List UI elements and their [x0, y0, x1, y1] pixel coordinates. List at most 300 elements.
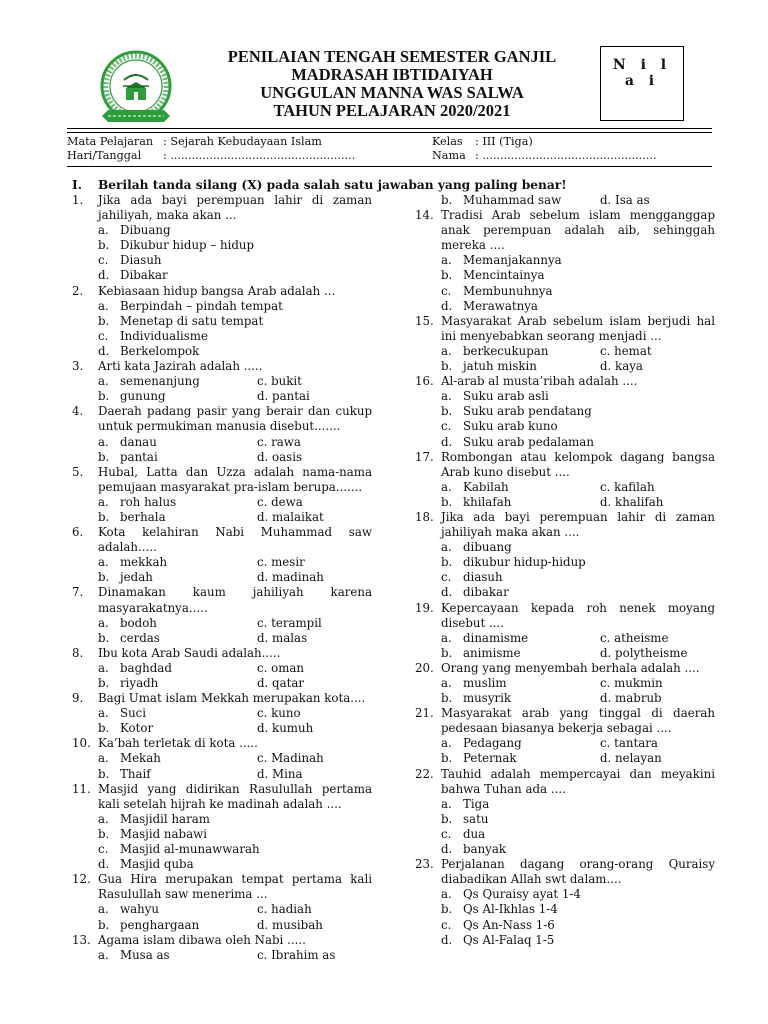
option-text: Muhammad saw	[463, 193, 562, 207]
answer-options	[441, 389, 715, 449]
question-item	[415, 601, 715, 661]
answer-option[interactable]	[235, 435, 372, 450]
option-text: c. mukmin	[600, 676, 663, 690]
option-letter	[578, 344, 600, 359]
answer-option[interactable]	[235, 676, 372, 691]
question	[72, 465, 372, 495]
option-text: diasuh	[463, 570, 503, 585]
option-letter: c.	[441, 826, 452, 841]
option-text: semenanjung	[120, 374, 200, 389]
option-letter: b.	[441, 751, 453, 766]
option-text: dua	[463, 826, 486, 841]
question-item	[72, 525, 372, 585]
answer-option[interactable]	[98, 450, 235, 465]
answer-option[interactable]	[235, 631, 372, 646]
question-item	[72, 193, 372, 284]
question-item	[72, 691, 372, 736]
option-text: animisme	[463, 645, 521, 660]
option-text: dikubur hidup-hidup	[463, 555, 586, 570]
question-number: 22.	[415, 766, 434, 781]
answer-option[interactable]	[578, 736, 715, 751]
option-text: Suku arab kuno	[463, 419, 558, 434]
answer-option[interactable]	[441, 646, 578, 661]
question-number: 15.	[415, 313, 434, 328]
answer-option[interactable]	[98, 948, 235, 963]
option-letter: b.	[441, 359, 453, 374]
answer-option[interactable]	[98, 510, 235, 525]
answer-option[interactable]	[441, 676, 578, 691]
question-text: Tauhid adalah mempercayai dan meyakini bahwa Tuhan ada ....	[441, 766, 715, 796]
school-logo	[90, 46, 182, 138]
question-text: Orang yang menyembah berhala adalah ....	[441, 660, 700, 675]
answer-option[interactable]	[235, 555, 372, 570]
instruction-text: Berilah tanda silang (X) pada salah satu jawaban yang paling benar!	[98, 178, 567, 192]
option-letter	[578, 676, 600, 691]
answer-option[interactable]	[235, 948, 372, 963]
option-letter: a.	[441, 676, 452, 690]
option-text: Memanjakannya	[463, 253, 562, 268]
answer-option[interactable]	[441, 797, 715, 812]
answer-options	[441, 480, 715, 510]
option-text: Pedagang	[463, 736, 522, 751]
option-letter	[578, 480, 600, 495]
option-letter: b.	[441, 404, 453, 419]
option-letter: a.	[441, 796, 452, 811]
option-letter	[235, 631, 257, 646]
question-item	[72, 646, 372, 691]
answer-option[interactable]	[578, 691, 715, 706]
option-text: Merawatnya	[463, 298, 538, 313]
option-letter: d.	[98, 857, 110, 872]
option-letter	[235, 389, 257, 404]
answer-option[interactable]	[235, 661, 372, 676]
question-text: Masyarakat arab yang tinggal di daerah pedesaan biasanya bekerja sebagai ....	[441, 706, 715, 736]
answer-option[interactable]	[441, 812, 715, 827]
question-text: Jika ada bayi perempuan lahir di zaman jahiliyah, maka akan ...	[98, 193, 372, 223]
class-label: Kelas	[432, 135, 463, 148]
answer-option[interactable]	[235, 389, 372, 404]
question-text: Rombongan atau kelompok dagang bangsa Arab kuno disebut ....	[441, 449, 715, 479]
answer-option[interactable]	[441, 193, 578, 208]
answer-options	[441, 540, 715, 600]
question-number: 4.	[72, 404, 84, 419]
question	[415, 374, 715, 389]
answer-option[interactable]	[98, 631, 235, 646]
answer-option[interactable]	[98, 299, 372, 314]
option-text: jatuh miskin	[463, 359, 537, 374]
question-text: Agama islam dibawa oleh Nabi .....	[98, 932, 306, 947]
option-letter	[235, 450, 257, 465]
option-letter: a.	[98, 706, 109, 721]
answer-option[interactable]	[578, 480, 715, 495]
answer-option[interactable]	[441, 495, 578, 510]
answer-option[interactable]	[441, 268, 715, 283]
answer-option[interactable]	[98, 767, 235, 782]
answer-options	[441, 797, 715, 857]
option-letter: c.	[441, 917, 452, 932]
answer-option[interactable]	[98, 570, 235, 585]
answer-option[interactable]	[98, 918, 235, 933]
answer-options	[441, 253, 715, 313]
option-letter	[578, 495, 600, 510]
option-text: Qs Al-Falaq 1-5	[463, 932, 555, 947]
answer-option[interactable]	[441, 419, 715, 434]
option-letter: b.	[98, 509, 110, 524]
answer-options	[441, 631, 715, 661]
answer-option[interactable]	[98, 751, 235, 766]
question-text: Ibu kota Arab Saudi adalah.....	[98, 645, 281, 660]
option-letter: b.	[441, 902, 453, 917]
answer-option[interactable]	[441, 555, 715, 570]
answer-option[interactable]	[98, 389, 235, 404]
question-text: Arti kata Jazirah adalah .....	[98, 359, 263, 374]
answer-option[interactable]	[441, 404, 715, 419]
option-letter: a.	[441, 736, 452, 751]
header-divider-top	[67, 128, 712, 129]
answer-option[interactable]	[98, 253, 372, 268]
answer-option[interactable]	[441, 570, 715, 585]
option-letter: a.	[98, 660, 109, 675]
option-text: d. qatar	[257, 676, 305, 690]
answer-option[interactable]	[98, 812, 372, 827]
answer-options	[98, 435, 372, 465]
answer-option[interactable]	[235, 450, 372, 465]
answer-option[interactable]	[235, 495, 372, 510]
option-text: c. rawa	[257, 434, 301, 449]
answer-option[interactable]	[98, 616, 235, 631]
option-letter: a.	[98, 615, 109, 630]
question-item	[415, 661, 715, 706]
answer-option[interactable]	[578, 676, 715, 691]
option-text: c. Madinah	[257, 751, 324, 766]
answer-option[interactable]	[441, 480, 578, 495]
question-text: Ka’bah terletak di kota .....	[98, 736, 258, 751]
answer-option[interactable]	[98, 223, 372, 238]
option-letter: b.	[441, 193, 453, 207]
option-letter	[235, 902, 257, 917]
question-text: Masjid yang didirikan Rasulullah pertama kali setelah hijrah ke madinah adalah ....	[98, 781, 372, 811]
question-text: Dinamakan kaum jahiliyah karena masyarakatnya.....	[98, 585, 372, 615]
answer-options	[98, 812, 372, 872]
answer-option[interactable]	[98, 344, 372, 359]
answer-option[interactable]	[235, 721, 372, 736]
option-text: musyrik	[463, 691, 512, 706]
answer-option[interactable]	[441, 933, 715, 948]
option-letter: b.	[98, 676, 110, 690]
answer-option[interactable]	[235, 374, 372, 389]
answer-option[interactable]	[98, 676, 235, 691]
answer-option[interactable]	[441, 918, 715, 933]
answer-option[interactable]	[235, 902, 372, 917]
question-text: Bagi Umat islam Mekkah merupakan kota....	[98, 691, 366, 706]
question-item	[415, 510, 715, 601]
option-letter: d.	[441, 434, 453, 449]
answer-option[interactable]	[441, 751, 578, 766]
option-text: muslim	[463, 676, 507, 690]
option-text: Thaif	[120, 766, 151, 781]
answer-option[interactable]	[98, 495, 235, 510]
answer-option[interactable]	[98, 706, 235, 721]
option-text: c. kafilah	[600, 479, 655, 494]
option-letter: a.	[98, 298, 109, 313]
answer-option[interactable]	[578, 359, 715, 374]
answer-options	[441, 887, 715, 947]
question-item	[72, 284, 372, 359]
name-field[interactable]: : .................................................	[475, 149, 657, 162]
option-letter	[578, 631, 600, 646]
answer-option[interactable]	[578, 495, 715, 510]
option-letter: a.	[441, 479, 452, 494]
option-text: Peternak	[463, 751, 517, 766]
option-text: d. polytheisme	[600, 645, 688, 660]
option-text: Qs An-Nass 1-6	[463, 917, 555, 932]
section-number: I.	[72, 178, 82, 192]
answer-option[interactable]	[235, 616, 372, 631]
question-number: 5.	[72, 464, 84, 479]
answer-option[interactable]	[578, 751, 715, 766]
option-text: c. bukit	[257, 374, 302, 389]
answer-option[interactable]	[235, 918, 372, 933]
answer-option[interactable]	[441, 389, 715, 404]
answer-options	[98, 706, 372, 736]
option-text: Qs Al-Ikhlas 1-4	[463, 902, 558, 917]
option-letter: a.	[98, 902, 109, 917]
option-letter: b.	[98, 389, 110, 404]
answer-option[interactable]	[235, 510, 372, 525]
answer-option[interactable]	[441, 284, 715, 299]
option-text: dibakar	[463, 585, 509, 600]
option-letter	[235, 616, 257, 631]
question	[415, 601, 715, 631]
answer-option[interactable]	[98, 314, 372, 329]
question-item	[415, 314, 715, 374]
option-text: danau	[120, 434, 157, 449]
answer-options	[98, 751, 372, 781]
answer-option[interactable]	[441, 359, 578, 374]
question-text: Masyarakat Arab sebelum islam berjudi hal ini menyebabkan seorang menjadi ...	[441, 313, 715, 343]
question-number: 14.	[415, 208, 434, 223]
question-number: 11.	[72, 781, 91, 796]
option-letter: a.	[98, 374, 109, 389]
answer-option[interactable]	[441, 887, 715, 902]
option-letter: c.	[441, 570, 452, 585]
answer-option[interactable]	[578, 646, 715, 661]
question-text: Kota kelahiran Nabi Muhammad saw adalah.....	[98, 525, 372, 555]
option-text: Masjid nabawi	[120, 826, 207, 841]
option-text: Dibuang	[120, 223, 171, 238]
answer-options	[98, 661, 372, 691]
option-text: d. oasis	[257, 449, 303, 464]
option-text: Masjidil haram	[120, 811, 210, 826]
class-value: : III (Tiga)	[475, 135, 533, 148]
option-letter	[235, 676, 257, 691]
question	[415, 450, 715, 480]
answer-option[interactable]	[441, 540, 715, 555]
option-letter: b.	[98, 570, 110, 585]
option-letter	[578, 736, 600, 751]
option-letter: b.	[98, 238, 110, 253]
answer-options	[98, 299, 372, 359]
option-letter: b.	[98, 766, 110, 781]
option-letter	[235, 706, 257, 721]
option-text: c. hemat	[600, 343, 652, 358]
option-text: Musa as	[120, 947, 170, 962]
option-text: Tiga	[463, 796, 490, 811]
answer-options	[441, 676, 715, 706]
answer-option[interactable]	[98, 661, 235, 676]
option-text: d. madinah	[257, 570, 324, 585]
answer-option[interactable]	[441, 827, 715, 842]
info-divider	[67, 166, 712, 167]
option-letter: b.	[441, 494, 453, 509]
option-letter	[578, 646, 600, 661]
answer-option[interactable]	[441, 691, 578, 706]
question-item	[72, 465, 372, 525]
option-letter: d.	[98, 343, 110, 358]
option-letter: a.	[441, 343, 452, 358]
option-text: d. khalifah	[600, 494, 664, 509]
option-letter: a.	[98, 555, 109, 570]
answer-option[interactable]	[441, 435, 715, 450]
option-text: dinamisme	[463, 630, 529, 645]
option-letter	[235, 555, 257, 570]
answer-option[interactable]	[441, 902, 715, 917]
answer-option[interactable]	[235, 751, 372, 766]
answer-option[interactable]	[578, 631, 715, 646]
option-letter: a.	[441, 630, 452, 645]
answer-option[interactable]	[98, 435, 235, 450]
option-letter: b.	[98, 630, 110, 645]
option-text: Kotor	[120, 721, 154, 736]
option-text: Mekah	[120, 751, 161, 766]
option-letter	[235, 570, 257, 585]
answer-option[interactable]	[98, 857, 372, 872]
option-text: Menetap di satu tempat	[120, 313, 264, 328]
questions-right-column	[415, 193, 715, 948]
option-letter: a.	[98, 751, 109, 766]
option-text: c. tantara	[600, 736, 658, 751]
question-text: Hubal, Latta dan Uzza adalah nama-nama pemujaan masyarakat pra-islam berupa.......	[98, 464, 372, 494]
question-item	[72, 359, 372, 404]
question	[415, 706, 715, 736]
option-text: d. musibah	[257, 917, 323, 932]
option-letter: b.	[98, 917, 110, 932]
question-number: 10.	[72, 736, 91, 751]
answer-option[interactable]	[441, 736, 578, 751]
option-letter	[235, 948, 257, 963]
question-text: Al-arab al musta’ribah adalah ....	[441, 374, 638, 389]
option-text: c. terampil	[257, 615, 322, 630]
question	[72, 193, 372, 223]
answer-option[interactable]	[441, 299, 715, 314]
answer-option[interactable]	[441, 842, 715, 857]
option-text: riyadh	[120, 676, 159, 690]
answer-option[interactable]	[441, 631, 578, 646]
option-letter	[235, 374, 257, 389]
option-letter: a.	[98, 494, 109, 509]
answer-option[interactable]	[98, 721, 235, 736]
question	[72, 691, 372, 706]
question	[72, 359, 372, 374]
question	[415, 510, 715, 540]
question-item	[72, 585, 372, 645]
date-field[interactable]: : ....................................................	[163, 149, 356, 162]
question-item	[72, 782, 372, 873]
question-number: 7.	[72, 585, 84, 600]
option-letter	[235, 510, 257, 525]
option-letter	[235, 918, 257, 933]
question	[72, 872, 372, 902]
option-text: c. kuno	[257, 706, 301, 721]
answer-option[interactable]	[441, 253, 715, 268]
answer-option[interactable]	[98, 329, 372, 344]
answer-option[interactable]	[441, 585, 715, 600]
question-number: 20.	[415, 660, 434, 675]
answer-option[interactable]	[98, 238, 372, 253]
option-text: roh halus	[120, 494, 177, 509]
answer-option[interactable]	[235, 706, 372, 721]
name-label: Nama	[432, 149, 466, 162]
option-text: d. malaikat	[257, 509, 324, 524]
option-text: mekkah	[120, 555, 168, 570]
question-text: Kebiasaan hidup bangsa Arab adalah ...	[98, 283, 336, 298]
question-text: Daerah padang pasir yang berair dan cukup untuk permukiman manusia disebut.......	[98, 404, 372, 434]
score-box[interactable]	[600, 46, 684, 121]
option-text: d. malas	[257, 630, 308, 645]
answer-option[interactable]	[578, 344, 715, 359]
answer-option[interactable]	[578, 193, 715, 208]
option-letter	[235, 661, 257, 676]
option-text: Membunuhnya	[463, 283, 553, 298]
option-text: d. pantai	[257, 389, 310, 404]
option-text: Suku arab asli	[463, 389, 549, 404]
option-letter: a.	[98, 434, 109, 449]
option-letter: b.	[98, 449, 110, 464]
question-item	[72, 933, 372, 963]
option-letter: a.	[441, 540, 452, 555]
answer-option[interactable]	[98, 827, 372, 842]
answer-option[interactable]	[441, 344, 578, 359]
answer-option[interactable]	[98, 842, 372, 857]
subject-value: : Sejarah Kebudayaan Islam	[163, 135, 322, 148]
answer-option[interactable]	[98, 374, 235, 389]
answer-options	[98, 555, 372, 585]
option-letter	[578, 193, 600, 208]
question-number: 21.	[415, 706, 434, 721]
question	[415, 208, 715, 253]
option-text: gunung	[120, 389, 166, 404]
option-text: Individualisme	[120, 328, 208, 343]
option-text: c. oman	[257, 660, 305, 675]
answer-option[interactable]	[235, 570, 372, 585]
question	[72, 284, 372, 299]
answer-option[interactable]	[98, 902, 235, 917]
option-text: jedah	[120, 570, 153, 585]
answer-option[interactable]	[98, 268, 372, 283]
option-text: d. mabrub	[600, 691, 662, 706]
option-letter: a.	[98, 811, 109, 826]
option-letter	[235, 751, 257, 766]
option-letter	[235, 495, 257, 510]
answer-option[interactable]	[235, 767, 372, 782]
exam-header	[190, 48, 594, 120]
option-text: c. atheisme	[600, 630, 669, 645]
option-letter: a.	[98, 223, 109, 238]
question-item	[72, 736, 372, 781]
answer-option[interactable]	[98, 555, 235, 570]
option-letter	[578, 751, 600, 766]
option-letter	[578, 691, 600, 706]
